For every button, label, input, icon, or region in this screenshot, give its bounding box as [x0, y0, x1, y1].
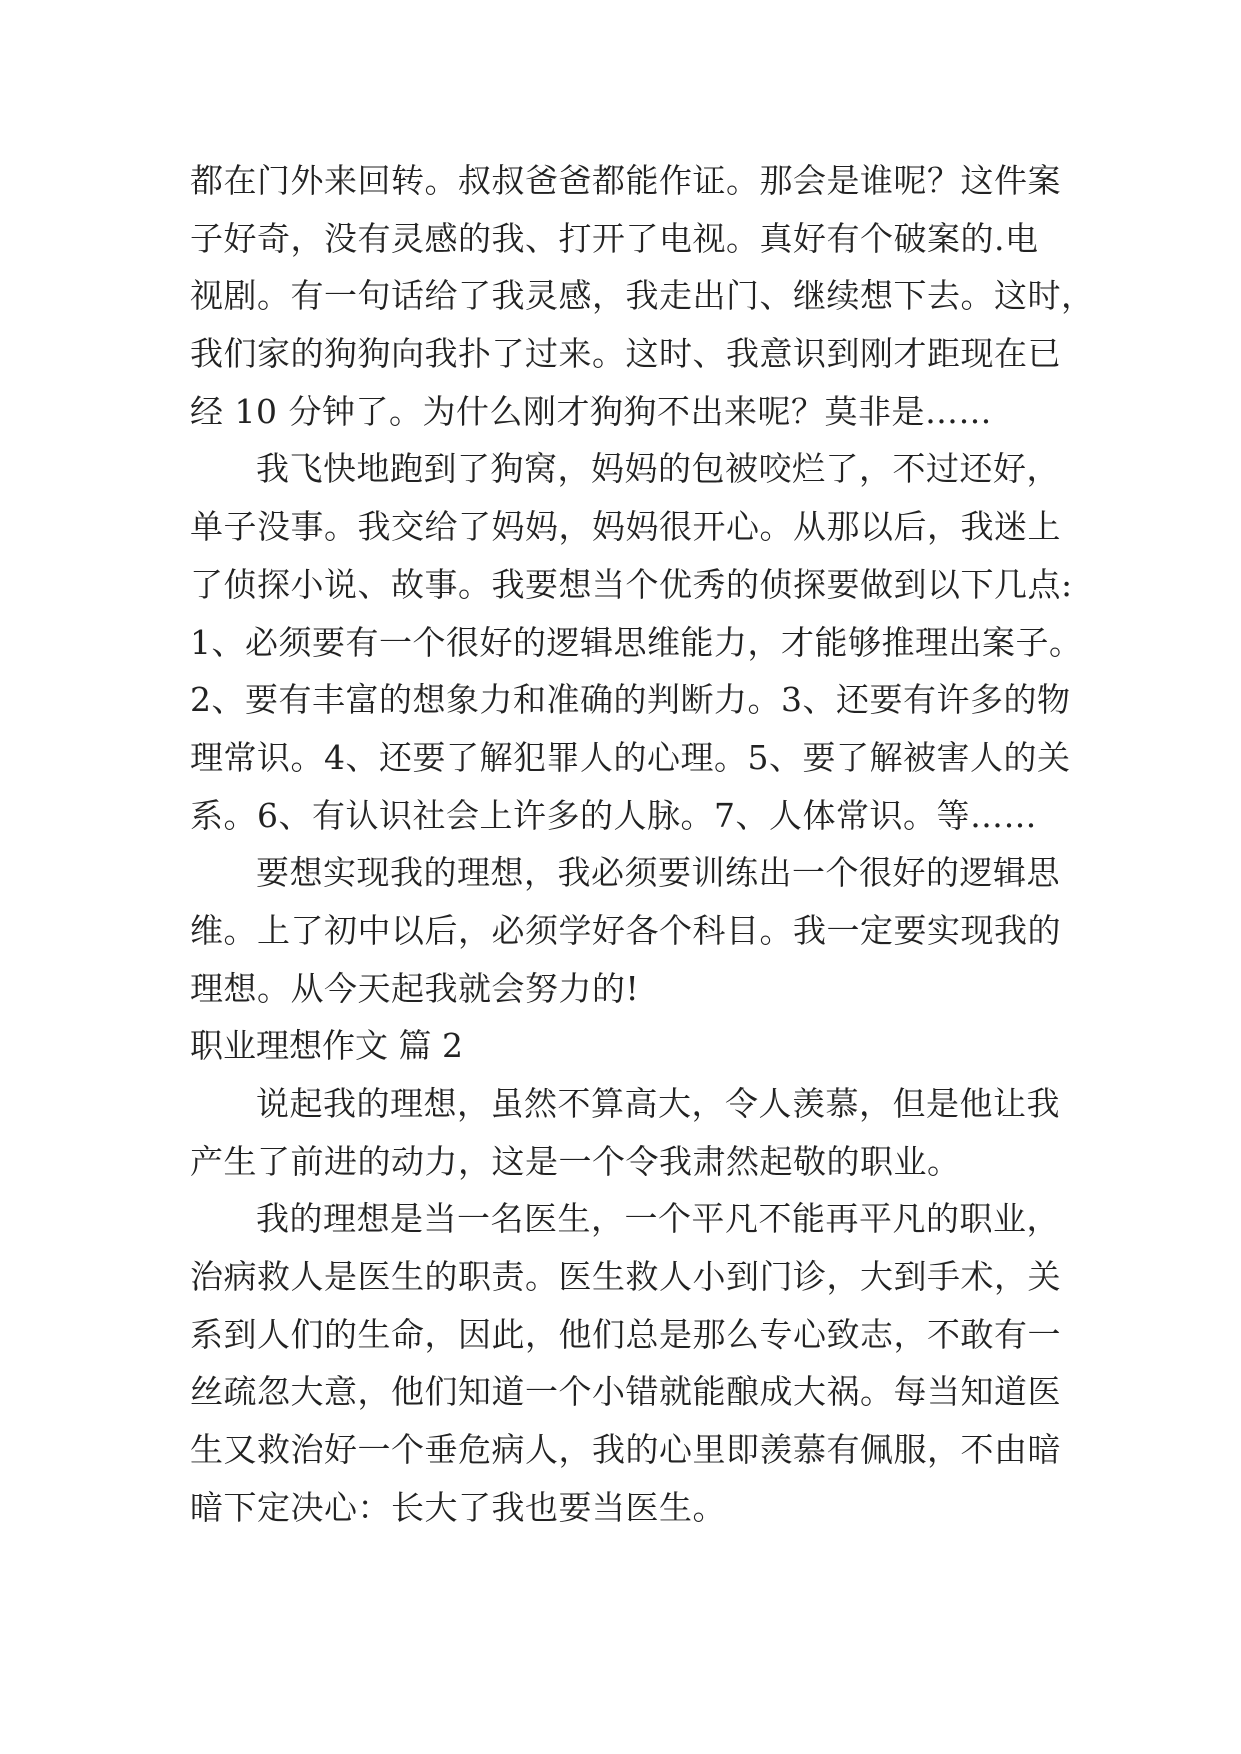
text-line: 丝疏忽大意，他们知道一个小错就能酿成大祸。每当知道医 — [190, 1372, 1061, 1412]
text-line: 1、必须要有一个很好的逻辑思维能力，才能够推理出案子。 — [190, 622, 1083, 662]
text-line: 经 10 分钟了。为什么刚才狗狗不出来呢？莫非是…… — [190, 391, 992, 431]
text-line: 子好奇，没有灵感的我、打开了电视。真好有个破案的.电 — [190, 218, 1039, 258]
text-line: 单子没事。我交给了妈妈，妈妈很开心。从那以后，我迷上 — [190, 507, 1061, 547]
paragraph-first-line: 我的理想是当一名医生，一个平凡不能再平凡的职业， — [256, 1199, 1060, 1239]
text-line: 了侦探小说、故事。我要想当个优秀的侦探要做到以下几点: — [190, 564, 1073, 604]
text-line: 产生了前进的动力，这是一个令我肃然起敬的职业。 — [190, 1141, 961, 1181]
text-line: 理想。从今天起我就会努力的! — [190, 968, 640, 1008]
paragraph-first-line: 我飞快地跑到了狗窝，妈妈的包被咬烂了，不过还好， — [256, 449, 1060, 489]
text-line: 系。6、有认识社会上许多的人脉。7、人体常识。等…… — [190, 795, 1037, 835]
document-body — [190, 152, 1095, 1537]
section-heading: 职业理想作文 篇 2 — [190, 1026, 463, 1066]
text-line: 治病救人是医生的职责。医生救人小到门诊，大到手术，关 — [190, 1257, 1061, 1297]
text-line: 视剧。有一句话给了我灵感，我走出门、继续想下去。这时， — [190, 276, 1095, 316]
text-line: 我们家的狗狗向我扑了过来。这时、我意识到刚才距现在已 — [190, 334, 1061, 374]
text-line: 2、要有丰富的想象力和准确的判断力。3、还要有许多的物 — [190, 680, 1071, 720]
text-line: 暗下定决心：长大了我也要当医生。 — [190, 1487, 726, 1527]
text-line: 系到人们的生命，因此，他们总是那么专心致志，不敢有一 — [190, 1314, 1061, 1354]
text-line: 维。上了初中以后，必须学好各个科目。我一定要实现我的 — [190, 910, 1061, 950]
paragraph-first-line: 要想实现我的理想，我必须要训练出一个很好的逻辑思 — [256, 853, 1060, 893]
paragraph-first-line: 说起我的理想，虽然不算高大，令人羡慕，但是他让我 — [256, 1084, 1060, 1123]
text-line: 都在门外来回转。叔叔爸爸都能作证。那会是谁呢？这件案 — [190, 161, 1061, 200]
text-line: 理常识。4、还要了解犯罪人的心理。5、要了解被害人的关 — [190, 737, 1071, 777]
text-line: 生又救治好一个垂危病人，我的心里即羡慕有佩服，不由暗 — [190, 1430, 1061, 1470]
